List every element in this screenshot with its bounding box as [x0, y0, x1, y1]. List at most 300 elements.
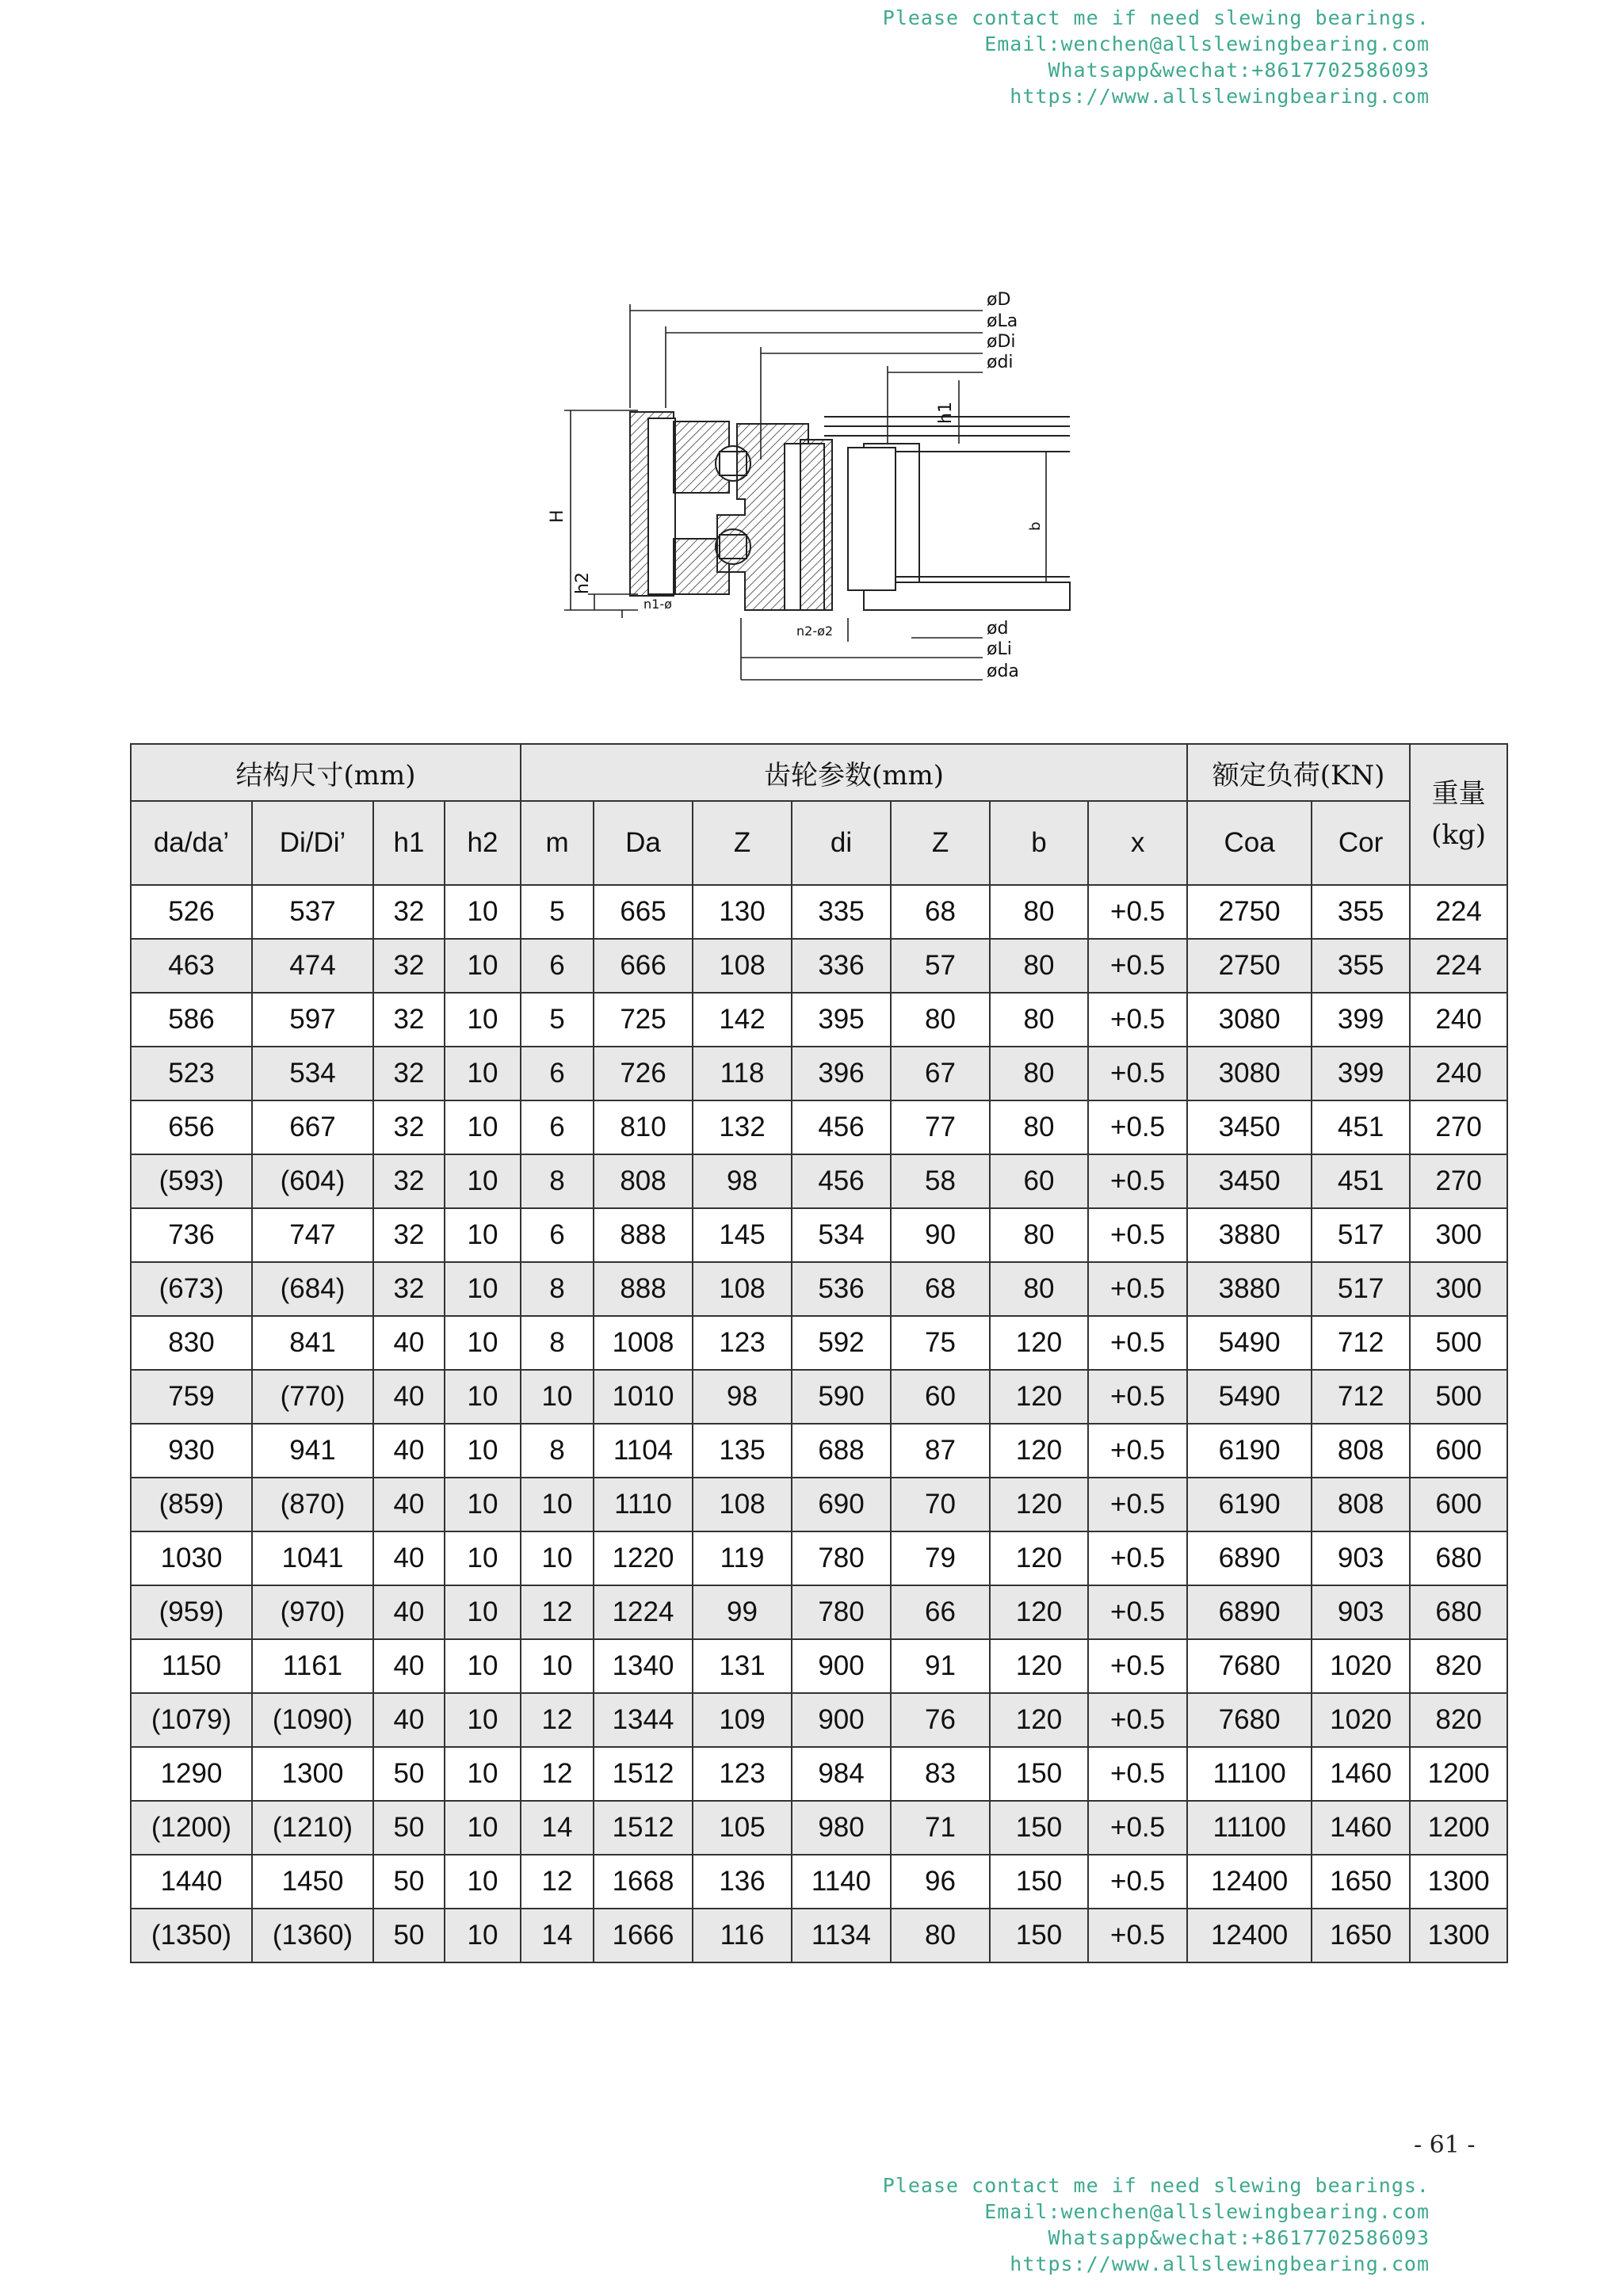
table-cell: 1140 [792, 1855, 891, 1909]
table-cell: 32 [373, 1208, 445, 1262]
table-cell: 12400 [1187, 1909, 1312, 1962]
table-cell: 586 [131, 993, 252, 1047]
table-row [131, 1154, 1507, 1208]
label-Li: øLi [987, 639, 1012, 659]
table-cell: +0.5 [1088, 1747, 1187, 1801]
table-cell: 736 [131, 1208, 252, 1262]
label-H: H [548, 509, 567, 523]
page-number: - 61 - [1414, 2131, 1476, 2159]
table-cell: 50 [373, 1747, 445, 1801]
table-cell: 688 [792, 1424, 891, 1478]
table-cell: 500 [1410, 1316, 1507, 1370]
table-cell: 118 [693, 1047, 792, 1100]
table-cell: 980 [792, 1801, 891, 1855]
table-cell: 500 [1410, 1370, 1507, 1424]
table-cell: 8 [521, 1424, 594, 1478]
table-cell: 3450 [1187, 1100, 1312, 1154]
table-cell: 270 [1410, 1154, 1507, 1208]
table-cell: 32 [373, 1100, 445, 1154]
table-row [131, 1801, 1507, 1855]
table-cell: 150 [990, 1909, 1088, 1962]
table-cell: 7680 [1187, 1693, 1312, 1747]
table-cell: 10 [445, 1424, 521, 1478]
table-cell: 665 [594, 885, 693, 939]
table-row [131, 1100, 1507, 1154]
table-cell: 984 [792, 1747, 891, 1801]
table-cell: 120 [990, 1370, 1088, 1424]
table-row [131, 1855, 1507, 1909]
table-cell: 96 [891, 1855, 990, 1909]
table-cell: 10 [445, 885, 521, 939]
table-cell: 1512 [594, 1747, 693, 1801]
table-cell: 135 [693, 1424, 792, 1478]
table-cell: 123 [693, 1747, 792, 1801]
table-cell: 656 [131, 1100, 252, 1154]
column-header: x [1088, 801, 1187, 885]
table-cell: 10 [521, 1531, 594, 1585]
table-cell: 79 [891, 1531, 990, 1585]
table-cell: 1041 [252, 1531, 373, 1585]
table-cell: 50 [373, 1801, 445, 1855]
table-cell: 1300 [252, 1747, 373, 1801]
table-cell: 900 [792, 1693, 891, 1747]
table-cell: 80 [891, 993, 990, 1047]
table-cell: 83 [891, 1747, 990, 1801]
table-cell: 1104 [594, 1424, 693, 1478]
table-cell: +0.5 [1088, 1424, 1187, 1478]
label-n2: n2-ø2 [796, 624, 834, 639]
table-cell: 903 [1312, 1585, 1410, 1639]
table-cell: 5 [521, 993, 594, 1047]
table-cell: 1668 [594, 1855, 693, 1909]
table-cell: 10 [521, 1478, 594, 1531]
table-cell: 80 [990, 939, 1088, 993]
table-cell: 12 [521, 1747, 594, 1801]
table-cell: 10 [521, 1639, 594, 1693]
table-cell: 119 [693, 1531, 792, 1585]
table-cell: +0.5 [1088, 1531, 1187, 1585]
contact-website: https://www.allslewingbearing.com [1010, 85, 1430, 108]
table-cell: 120 [990, 1639, 1088, 1693]
table-cell: 80 [990, 1262, 1088, 1316]
table-cell: 451 [1312, 1154, 1410, 1208]
table-cell: 396 [792, 1047, 891, 1100]
table-cell: 523 [131, 1047, 252, 1100]
table-cell: 32 [373, 1154, 445, 1208]
table-cell: 80 [990, 993, 1088, 1047]
table-cell: 3080 [1187, 993, 1312, 1047]
table-cell: +0.5 [1088, 1154, 1187, 1208]
table-cell: 120 [990, 1585, 1088, 1639]
header-load: 额定负荷(KN) [1187, 744, 1410, 801]
table-cell: 10 [445, 1855, 521, 1909]
table-cell: 10 [445, 939, 521, 993]
table-cell: 690 [792, 1478, 891, 1531]
table-cell: 395 [792, 993, 891, 1047]
table-cell: 142 [693, 993, 792, 1047]
label-b: b [1027, 521, 1044, 531]
table-cell: 830 [131, 1316, 252, 1370]
table-cell: 5 [521, 885, 594, 939]
table-cell: 600 [1410, 1424, 1507, 1478]
table-cell: (859) [131, 1478, 252, 1531]
table-cell: 1650 [1312, 1909, 1410, 1962]
table-cell: 150 [990, 1855, 1088, 1909]
table-cell: +0.5 [1088, 1478, 1187, 1531]
table-cell: 99 [693, 1585, 792, 1639]
table-cell: 40 [373, 1478, 445, 1531]
table-cell: 68 [891, 1262, 990, 1316]
table-cell: 1300 [1410, 1909, 1507, 1962]
table-cell: 40 [373, 1316, 445, 1370]
table-cell: 132 [693, 1100, 792, 1154]
table-cell: 120 [990, 1478, 1088, 1531]
table-cell: 1020 [1312, 1693, 1410, 1747]
table-row [131, 1262, 1507, 1316]
table-cell: 6890 [1187, 1585, 1312, 1639]
table-cell: 40 [373, 1531, 445, 1585]
table-cell: 1010 [594, 1370, 693, 1424]
column-header-row [131, 801, 1507, 885]
table-cell: (959) [131, 1585, 252, 1639]
contact-email: Email:wenchen@allslewingbearing.com [984, 2200, 1430, 2223]
contact-info-bottom [883, 2172, 1430, 2277]
table-cell: 10 [445, 1316, 521, 1370]
table-row [131, 1693, 1507, 1747]
table-row [131, 1531, 1507, 1585]
table-cell: 3450 [1187, 1154, 1312, 1208]
table-cell: 747 [252, 1208, 373, 1262]
table-cell: 592 [792, 1316, 891, 1370]
table-cell: 6890 [1187, 1531, 1312, 1585]
table-cell: 5490 [1187, 1370, 1312, 1424]
table-cell: 759 [131, 1370, 252, 1424]
table-cell: 10 [445, 1747, 521, 1801]
table-cell: 1300 [1410, 1855, 1507, 1909]
table-cell: 6190 [1187, 1478, 1312, 1531]
table-cell: 534 [792, 1208, 891, 1262]
table-cell: (593) [131, 1154, 252, 1208]
table-cell: +0.5 [1088, 1585, 1187, 1639]
contact-info-top [883, 5, 1430, 109]
table-cell: 534 [252, 1047, 373, 1100]
label-La: øLa [987, 311, 1018, 331]
table-cell: 120 [990, 1693, 1088, 1747]
table-cell: 60 [891, 1370, 990, 1424]
table-cell: 80 [990, 1047, 1088, 1100]
table-cell: 10 [445, 993, 521, 1047]
table-cell: 1008 [594, 1316, 693, 1370]
table-cell: 680 [1410, 1531, 1507, 1585]
label-d: ød [987, 619, 1009, 639]
contact-website: https://www.allslewingbearing.com [1010, 2252, 1430, 2275]
table-cell: 1344 [594, 1693, 693, 1747]
table-cell: 666 [594, 939, 693, 993]
header-gear: 齿轮参数(mm) [521, 744, 1187, 801]
table-cell: 10 [445, 1370, 521, 1424]
table-cell: 1020 [1312, 1639, 1410, 1693]
label-n1: n1-ø [643, 597, 672, 612]
column-header: h1 [373, 801, 445, 885]
table-cell: 300 [1410, 1262, 1507, 1316]
table-cell: 537 [252, 885, 373, 939]
contact-email: Email:wenchen@allslewingbearing.com [984, 32, 1430, 55]
table-cell: 32 [373, 993, 445, 1047]
column-header: Coa [1187, 801, 1312, 885]
table-cell: 335 [792, 885, 891, 939]
table-cell: 150 [990, 1747, 1088, 1801]
table-cell: 712 [1312, 1316, 1410, 1370]
table-cell: 12 [521, 1585, 594, 1639]
table-cell: 120 [990, 1531, 1088, 1585]
table-cell: 224 [1410, 939, 1507, 993]
table-cell: 780 [792, 1585, 891, 1639]
table-cell: 930 [131, 1424, 252, 1478]
table-cell: 8 [521, 1154, 594, 1208]
bearing-cross-section-drawing [547, 277, 1102, 697]
table-row [131, 993, 1507, 1047]
table-cell: (1350) [131, 1909, 252, 1962]
table-cell: 726 [594, 1047, 693, 1100]
table-cell: (1090) [252, 1693, 373, 1747]
table-cell: 725 [594, 993, 693, 1047]
table-cell: 12 [521, 1693, 594, 1747]
table-cell: +0.5 [1088, 993, 1187, 1047]
column-header: da/da’ [131, 801, 252, 885]
table-cell: +0.5 [1088, 1208, 1187, 1262]
table-cell: 10 [445, 1154, 521, 1208]
table-cell: 1440 [131, 1855, 252, 1909]
table-cell: 1161 [252, 1639, 373, 1693]
label-da: øda [987, 662, 1019, 681]
label-h1: h1 [936, 402, 956, 424]
table-row [131, 1370, 1507, 1424]
table-cell: 456 [792, 1154, 891, 1208]
table-cell: 87 [891, 1424, 990, 1478]
column-header: Cor [1312, 801, 1410, 885]
table-cell: 10 [521, 1370, 594, 1424]
table-cell: 32 [373, 1047, 445, 1100]
table-cell: 590 [792, 1370, 891, 1424]
label-D: øD [987, 290, 1011, 310]
table-cell: 108 [693, 1478, 792, 1531]
table-cell: 1030 [131, 1531, 252, 1585]
table-row [131, 1909, 1507, 1962]
table-cell: 517 [1312, 1208, 1410, 1262]
table-row [131, 1047, 1507, 1100]
table-cell: 903 [1312, 1531, 1410, 1585]
table-cell: 3880 [1187, 1262, 1312, 1316]
table-cell: 10 [445, 1585, 521, 1639]
label-h2: h2 [573, 572, 593, 594]
table-cell: 40 [373, 1693, 445, 1747]
table-cell: 58 [891, 1154, 990, 1208]
table-cell: 3880 [1187, 1208, 1312, 1262]
table-cell: 3080 [1187, 1047, 1312, 1100]
table-cell: 1290 [131, 1747, 252, 1801]
table-cell: 810 [594, 1100, 693, 1154]
table-cell: 1220 [594, 1531, 693, 1585]
table-cell: 900 [792, 1639, 891, 1693]
table-cell: 76 [891, 1693, 990, 1747]
table-cell: 145 [693, 1208, 792, 1262]
table-cell: (770) [252, 1370, 373, 1424]
table-cell: (673) [131, 1262, 252, 1316]
table-row [131, 939, 1507, 993]
header-weight [1410, 744, 1507, 885]
table-cell: 536 [792, 1262, 891, 1316]
table-cell: 712 [1312, 1370, 1410, 1424]
table-cell: 355 [1312, 939, 1410, 993]
table-row [131, 1478, 1507, 1531]
table-cell: 240 [1410, 1047, 1507, 1100]
column-header: b [990, 801, 1088, 885]
table-cell: 941 [252, 1424, 373, 1478]
table-cell: 32 [373, 1262, 445, 1316]
table-cell: 40 [373, 1639, 445, 1693]
table-cell: 1200 [1410, 1747, 1507, 1801]
table-cell: 1460 [1312, 1801, 1410, 1855]
table-cell: 50 [373, 1855, 445, 1909]
column-header: m [521, 801, 594, 885]
table-cell: +0.5 [1088, 939, 1187, 993]
table-cell: 451 [1312, 1100, 1410, 1154]
table-cell: 80 [891, 1909, 990, 1962]
table-cell: 841 [252, 1316, 373, 1370]
header-weight-line1: 重量 [1431, 778, 1486, 810]
table-cell: 1200 [1410, 1801, 1507, 1855]
label-di: ødi [987, 353, 1014, 372]
contact-line: Please contact me if need slewing bearings. [882, 6, 1430, 29]
table-cell: 60 [990, 1154, 1088, 1208]
table-cell: 808 [594, 1154, 693, 1208]
table-cell: 10 [445, 1262, 521, 1316]
table-cell: 67 [891, 1047, 990, 1100]
table-cell: 597 [252, 993, 373, 1047]
table-cell: 66 [891, 1585, 990, 1639]
table-cell: 1650 [1312, 1855, 1410, 1909]
table-cell: 399 [1312, 1047, 1410, 1100]
table-cell: 7680 [1187, 1639, 1312, 1693]
table-row [131, 1208, 1507, 1262]
table-cell: 91 [891, 1639, 990, 1693]
table-cell: 10 [445, 1531, 521, 1585]
table-cell: 808 [1312, 1424, 1410, 1478]
table-cell: 10 [445, 1909, 521, 1962]
table-cell: 120 [990, 1316, 1088, 1370]
column-header: Da [594, 801, 693, 885]
table-cell: 108 [693, 1262, 792, 1316]
column-header: Z [891, 801, 990, 885]
table-cell: 10 [445, 1208, 521, 1262]
table-cell: (1079) [131, 1693, 252, 1747]
table-cell: 355 [1312, 885, 1410, 939]
table-cell: 10 [445, 1100, 521, 1154]
table-cell: 6 [521, 1047, 594, 1100]
column-header: Di/Di’ [252, 801, 373, 885]
table-cell: 517 [1312, 1262, 1410, 1316]
table-cell: 57 [891, 939, 990, 993]
table-cell: 32 [373, 885, 445, 939]
table-cell: 667 [252, 1100, 373, 1154]
table-cell: +0.5 [1088, 1639, 1187, 1693]
table-cell: 820 [1410, 1693, 1507, 1747]
table-cell: 10 [445, 1478, 521, 1531]
table-cell: (1200) [131, 1801, 252, 1855]
table-cell: 11100 [1187, 1801, 1312, 1855]
table-cell: 820 [1410, 1639, 1507, 1693]
table-row [131, 1639, 1507, 1693]
table-cell: +0.5 [1088, 1909, 1187, 1962]
table-cell: (1210) [252, 1801, 373, 1855]
table-cell: 12 [521, 1855, 594, 1909]
table-cell: 98 [693, 1370, 792, 1424]
table-cell: 80 [990, 885, 1088, 939]
table-cell: (1360) [252, 1909, 373, 1962]
table-cell: 1150 [131, 1639, 252, 1693]
table-cell: 2750 [1187, 885, 1312, 939]
table-cell: 10 [445, 1047, 521, 1100]
table-cell: 2750 [1187, 939, 1312, 993]
table-cell: 526 [131, 885, 252, 939]
table-cell: (870) [252, 1478, 373, 1531]
contact-phone: Whatsapp&wechat:+8617702586093 [1048, 59, 1430, 82]
table-cell: 224 [1410, 885, 1507, 939]
table-row [131, 1747, 1507, 1801]
table-cell: +0.5 [1088, 1262, 1187, 1316]
contact-phone: Whatsapp&wechat:+8617702586093 [1048, 2226, 1430, 2249]
table-cell: (604) [252, 1154, 373, 1208]
table-cell: 1666 [594, 1909, 693, 1962]
table-cell: 336 [792, 939, 891, 993]
table-cell: 600 [1410, 1478, 1507, 1531]
table-cell: 40 [373, 1370, 445, 1424]
table-cell: 399 [1312, 993, 1410, 1047]
table-cell: (684) [252, 1262, 373, 1316]
table-cell: +0.5 [1088, 1047, 1187, 1100]
spec-table [130, 743, 1508, 1963]
column-header: h2 [445, 801, 521, 885]
table-row [131, 885, 1507, 939]
table-cell: 888 [594, 1208, 693, 1262]
table-row [131, 1585, 1507, 1639]
table-cell: 71 [891, 1801, 990, 1855]
column-header: di [792, 801, 891, 885]
table-cell: 300 [1410, 1208, 1507, 1262]
table-cell: 12400 [1187, 1855, 1312, 1909]
table-cell: 456 [792, 1100, 891, 1154]
table-cell: 90 [891, 1208, 990, 1262]
table-cell: +0.5 [1088, 1801, 1187, 1855]
table-cell: 10 [445, 1801, 521, 1855]
header-structure: 结构尺寸(mm) [131, 744, 521, 801]
table-cell: 40 [373, 1585, 445, 1639]
table-cell: 131 [693, 1639, 792, 1693]
table-cell: +0.5 [1088, 885, 1187, 939]
table-cell: 680 [1410, 1585, 1507, 1639]
table-cell: +0.5 [1088, 1855, 1187, 1909]
table-cell: 888 [594, 1262, 693, 1316]
table-cell: 108 [693, 939, 792, 993]
table-cell: 8 [521, 1262, 594, 1316]
table-cell: 77 [891, 1100, 990, 1154]
table-cell: 8 [521, 1316, 594, 1370]
table-cell: 70 [891, 1478, 990, 1531]
column-header: Z [693, 801, 792, 885]
table-cell: +0.5 [1088, 1316, 1187, 1370]
table-cell: 130 [693, 885, 792, 939]
table-cell: 50 [373, 1909, 445, 1962]
